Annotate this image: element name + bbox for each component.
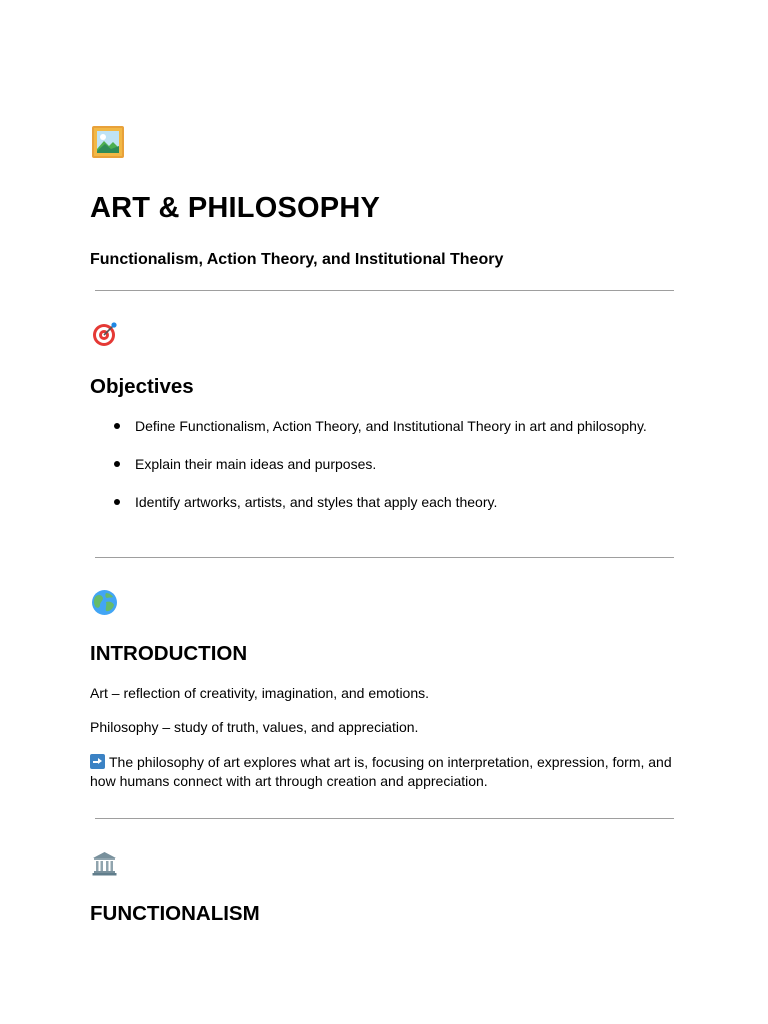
divider — [95, 557, 674, 558]
list-item: Explain their main ideas and purposes. — [112, 455, 647, 493]
introduction-heading: INTRODUCTION — [90, 642, 248, 665]
bullet-icon — [114, 461, 120, 467]
list-item: Define Functionalism, Action Theory, and Institutional Theory in art and philosophy. — [112, 417, 647, 455]
objectives-list — [112, 417, 647, 531]
framed-picture-icon — [91, 125, 125, 159]
target-icon — [91, 320, 119, 348]
classical-building-icon — [91, 850, 118, 877]
paragraph: The philosophy of art explores what art is, focusing on interpretation, expression, form, and how humans connect with art through creation and appreciation. — [90, 754, 672, 789]
paragraph: Art – reflection of creativity, imagination, and emotions. — [90, 685, 430, 701]
page-title: ART & PHILOSOPHY — [90, 192, 380, 224]
list-item: Identify artworks, artists, and styles that apply each theory. — [112, 493, 647, 531]
bullet-icon — [114, 499, 120, 505]
bullet-icon — [114, 423, 120, 429]
globe-icon — [91, 589, 118, 616]
right-arrow-icon — [90, 754, 105, 769]
objectives-heading: Objectives — [90, 375, 194, 398]
functionalism-heading: FUNCTIONALISM — [90, 902, 260, 925]
page-subtitle: Functionalism, Action Theory, and Institutional Theory — [90, 251, 504, 268]
divider — [95, 290, 674, 291]
divider — [95, 818, 674, 819]
paragraph: Philosophy – study of truth, values, and appreciation. — [90, 719, 419, 735]
